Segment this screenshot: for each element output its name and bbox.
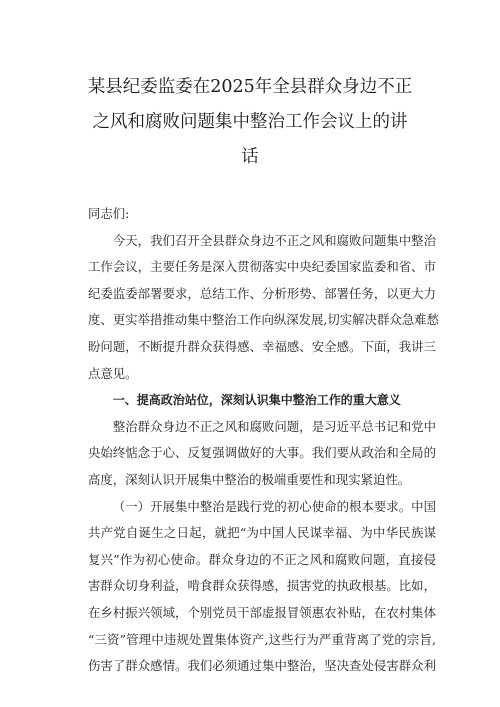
title-line: 话 — [241, 147, 259, 167]
document-body — [88, 201, 439, 680]
paragraph-line: 点意见。 — [88, 365, 138, 381]
paragraph-line: 共产党自诞生之日起，就把“为中国人民谋幸福、为中华民族谋 — [88, 525, 436, 541]
paragraph-line: （一）开展集中整治是践行党的初心使命的根本要求。中国 — [112, 498, 436, 514]
paragraph-line: 今天，我们召开全县群众身边不正之风和腐败问题集中整治 — [112, 232, 436, 248]
paragraph-line: 伤害了群众感情。我们必须通过集中整治，坚决查处侵害群众利 — [88, 658, 436, 674]
paragraph-line: 盼问题，不断提升群众获得感、幸福感、安全感。下面，我讲三 — [88, 338, 436, 354]
paragraph-line: 复兴”作为初心使命。群众身边的不正之风和腐败问题，直接侵 — [88, 551, 436, 567]
document-title — [40, 70, 460, 175]
paragraph-line: 工作会议，主要任务是深入贯彻落实中央纪委国家监委和省、市 — [88, 259, 436, 275]
paragraph-line: 度、更实举措推动集中整治工作向纵深发展,切实解决群众急难愁 — [88, 312, 439, 328]
paragraph-line: 高度，深刻认识开展集中整治的极端重要性和现实紧迫性。 — [88, 471, 411, 487]
paragraph-line: “三资”管理中违规处置集体资产,这些行为严重背离了党的宗旨, — [88, 631, 436, 647]
paragraph-line: 害群众切身利益，啃食群众获得感，损害党的执政根基。比如， — [88, 578, 436, 594]
paragraph-line: 同志们: — [88, 206, 130, 221]
paragraph-line: 在乡村振兴领域，个别党员干部虚报冒领惠农补贴，在农村集体 — [88, 604, 436, 620]
paragraph-line: 整治群众身边不正之风和腐败问题，是习近平总书记和党中 — [112, 418, 436, 434]
title-line: 某县纪委监委在2025年全县群众身边不正 — [87, 77, 413, 97]
paragraph-line: 纪委监委部署要求，总结工作、分析形势、部署任务，以更大力 — [88, 285, 436, 301]
section-heading: 一、提高政治站位，深刻认识集中整治工作的重大意义 — [112, 393, 401, 408]
paragraph-line: 央始终惦念于心、反复强调做好的大事。我们要从政治和全局的 — [88, 445, 436, 461]
title-line: 之风和腐败问题集中整治工作会议上的讲 — [92, 112, 408, 132]
